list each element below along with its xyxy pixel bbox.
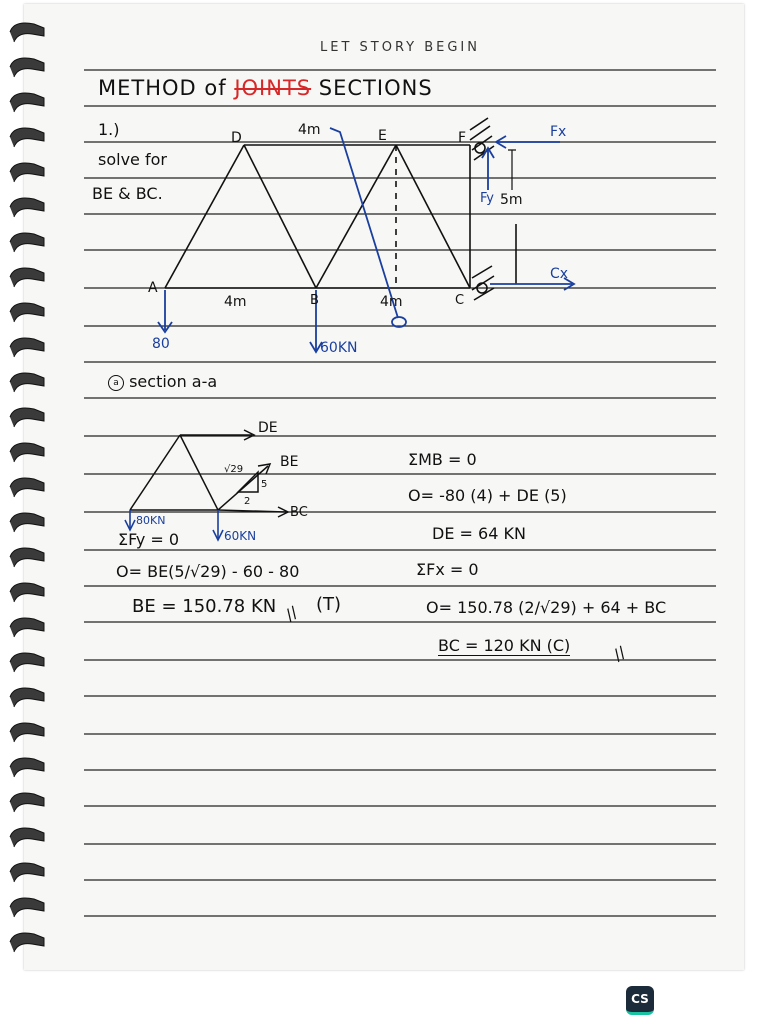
eq-2: O= -80 (4) + DE (5) [408,486,567,505]
fbd-de: DE [258,420,278,436]
node-d: D [231,130,242,146]
title-part2: SECTIONS [318,76,433,100]
dim-ab: 4m [224,294,247,310]
dim-vertical: 5m [500,192,523,208]
header-brand: LET STORY BEGIN [320,40,480,55]
node-e: E [378,128,387,144]
node-f: F [458,130,467,146]
fbd-sqrt29: √29 [224,464,244,475]
fbd-bc: BC [290,505,308,520]
eq-be-type: (T) [316,594,342,615]
node-a: A [148,280,158,296]
fbd-member-bc [218,510,286,512]
eq-be-result: BE = 150.78 KN [132,596,277,617]
fbd-member-db [180,435,218,510]
eq-de-result: DE = 64 KN [432,524,526,543]
slope-triangle [238,472,258,492]
fbd-load-80: 80KN [136,514,166,527]
fbd-load-60: 60KN [224,529,257,543]
node-b: B [310,293,319,308]
eq-sum-fx: ΣFx = 0 [416,560,479,579]
fbd-be: BE [280,454,299,470]
load-b-label: 60KN [320,340,358,356]
node-c: C [455,293,465,308]
eq-moment-b: ΣMB = 0 [408,450,477,469]
fbd-member-ad [130,435,180,510]
section-marker-icon: a [108,375,124,391]
dim-bc: 4m [380,294,403,310]
problem-prompt-1: solve for [98,150,167,169]
eq-bc-result: BC = 120 KN (C) [438,636,571,655]
underline-mark-be: // [281,602,301,625]
section-label: a section a-a [108,372,217,391]
load-a-label: 80 [152,336,170,352]
title-part1: METHOD of [98,76,227,100]
reaction-fx-label: Fx [550,124,567,140]
title-struck: JOINTS [234,76,312,100]
camscanner-logo: CS [626,986,654,1015]
problem-number: 1.) [98,120,120,139]
eq-3: O= 150.78 (2/√29) + 64 + BC [426,598,667,617]
dim-top: 4m [298,122,321,138]
eq-sum-fy: ΣFy = 0 [118,530,180,549]
underline-mark-bc: // [609,642,629,665]
fbd-two: 2 [244,496,251,507]
eq-1: O= BE(5/√29) - 60 - 80 [116,562,300,581]
fbd-five: 5 [261,479,268,490]
reaction-fy-label: Fy [480,191,494,206]
problem-prompt-2: BE & BC. [92,184,163,203]
reaction-cx-label: Cx [550,266,569,282]
